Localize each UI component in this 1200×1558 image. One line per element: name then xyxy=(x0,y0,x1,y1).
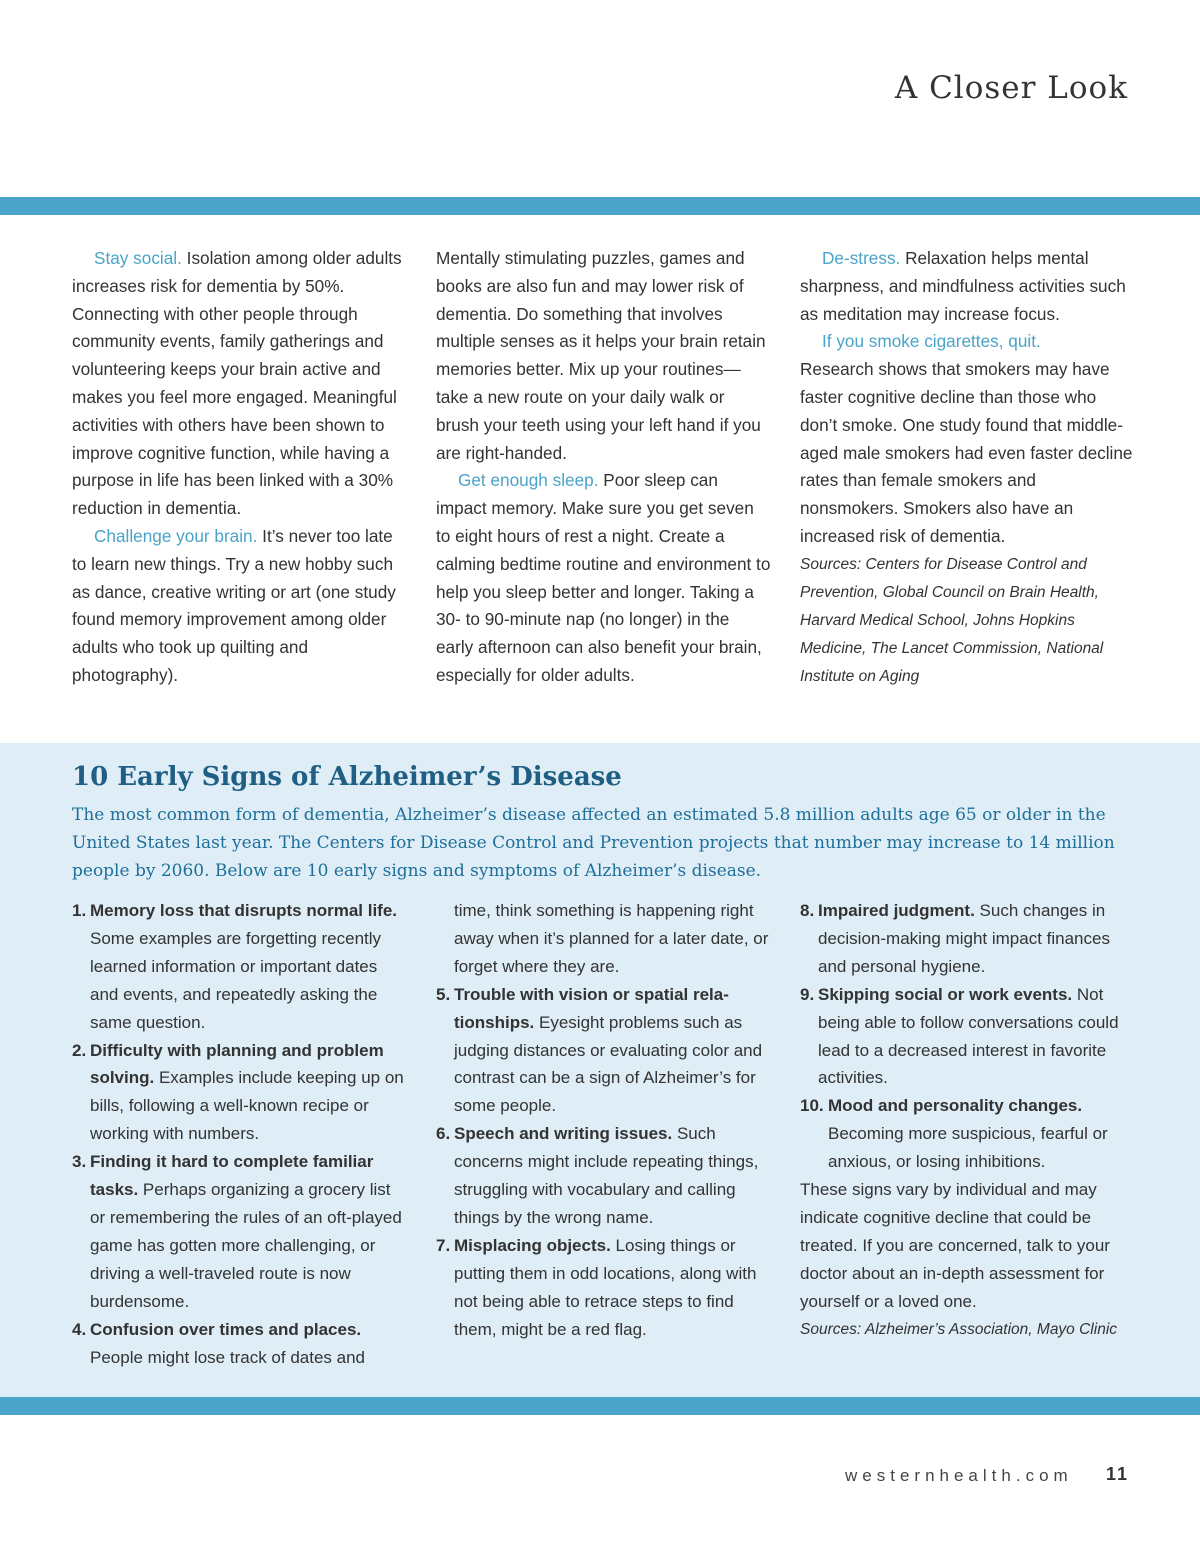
tips-column-1 xyxy=(72,245,402,690)
sign-item-10 xyxy=(800,1092,1135,1176)
sign-item-2 xyxy=(72,1037,407,1149)
sign-body: Some examples are forgetting recently learned information or important dates and events, and repeatedly asking the same question. xyxy=(90,928,382,1032)
sign-heading: Impaired judgment. xyxy=(818,901,975,920)
sign-item-7 xyxy=(436,1232,771,1344)
sign-heading: Confusion over times and places. xyxy=(90,1319,362,1339)
sign-heading: Difficulty with planning and problem solving. xyxy=(90,1040,384,1088)
tip-body: Isolation among older adults increases risk for dementia by 50%. Connecting with other people through community events, family gatherings and volunteering keeps your brain active and makes you feel more engaged. Meaningful activities with others have been shown to improve cognitive function, while having a purpose in life has been linked with a 30% reduction in dementia. xyxy=(72,248,402,519)
tip-smoke-heading: If you smoke cigarettes, quit. xyxy=(822,331,1041,352)
sign-number: 2. xyxy=(72,1040,87,1060)
sign-body: Eyesight problems such as judging distances or evaluating color and contrast can be a sign of Alzheimer’s for some people. xyxy=(454,1012,763,1116)
sign-number: 5. xyxy=(436,984,451,1004)
sign-number: 4. xyxy=(72,1319,87,1339)
sign-body: Such changes in decision-making might impact finances and personal hygiene. xyxy=(818,901,1110,976)
sign-heading: Trouble with vision or spatial rela-tionships. xyxy=(454,984,729,1032)
sign-item-5 xyxy=(436,981,771,1121)
signs-column-1 xyxy=(72,897,407,1371)
sign-heading: Misplacing objects. xyxy=(454,1235,611,1255)
sign-item-4-continued: time, think something is happening right away when it’s planned for a later date, or forget where they are. xyxy=(454,901,769,976)
tip-heading: Stay social. xyxy=(94,248,182,268)
sign-number: 8. xyxy=(800,901,815,920)
sign-number: 10. xyxy=(800,1096,824,1116)
sign-body: Not being able to follow conversations could lead to a decreased interest in favorite activities. xyxy=(818,984,1119,1088)
sign-number: 3. xyxy=(72,1152,87,1172)
top-divider-bar xyxy=(0,197,1200,215)
sign-body: Examples include keeping up on bills, following a well-known recipe or working with numbers. xyxy=(90,1068,404,1144)
sign-heading: Mood and personality changes. xyxy=(828,1096,1083,1116)
tip-heading: De-stress. xyxy=(822,248,901,268)
sign-item-9 xyxy=(800,981,1135,1093)
tip-stay-social xyxy=(72,245,402,523)
sign-item-1 xyxy=(72,897,407,1037)
tip-challenge-brain xyxy=(72,523,402,690)
sign-number: 9. xyxy=(800,984,815,1004)
tip-body: It’s never too late to learn new things. Try a new hobby such as dance, creative writing or art (one study found memory improvement among older adults who took up quilting and photography). xyxy=(72,525,396,685)
tip-sleep xyxy=(436,467,771,689)
tip-challenge-continued: Mentally stimulating puzzles, games and books are also fun and may lower risk of dementia. Do something that involves multiple senses as it helps your brain retain memories better. Mix up your routines—take a new route on your daily walk or brush your teeth using your left hand if you are right-handed. xyxy=(436,248,766,463)
signs-sources: Sources: Alzheimer’s Association, Mayo Clinic xyxy=(800,1320,1118,1338)
tips-sources: Sources: Centers for Disease Control and Prevention, Global Council on Brain Health, Harvard Medical School, Johns Hopkins Medicine, The Lancet Commission, National Institute on Aging xyxy=(800,555,1104,685)
sign-heading: Speech and writing issues. xyxy=(454,1124,673,1144)
sign-heading: Skipping social or work events. xyxy=(818,984,1073,1004)
signs-column-2 xyxy=(436,897,771,1344)
sign-body: Such concerns might include repeating things, struggling with vocabulary and calling things by the wrong name. xyxy=(454,1124,759,1227)
section-title: A Closer Look xyxy=(894,70,1128,106)
alzheimers-panel-intro: The most common form of dementia, Alzheimer’s disease affected an estimated 5.8 million adults age 65 or older in the United States last year. The Centers for Disease Control and Prevention projects that number may increase to 14 million people by 2060. Below are 10 early signs and symptoms of Alzheimer’s disease. xyxy=(72,805,1115,881)
sign-body: Losing things or putting them in odd locations, along with not being able to retrace steps to find them, might be a red flag. xyxy=(454,1235,757,1339)
tip-smoke-body: Research shows that smokers may have faster cognitive decline than those who don’t smoke. One study found that middle-aged male smokers had even faster decline rates than female smokers and nonsmokers. Smokers also have an increased risk of dementia. xyxy=(800,359,1133,546)
sign-number: 7. xyxy=(436,1235,451,1255)
page-number: 11 xyxy=(1106,1464,1130,1484)
footer-website: westernhealth.com xyxy=(845,1466,1073,1485)
tip-body: Relaxation helps mental sharpness, and mindfulness activities such as meditation may increase focus. xyxy=(800,248,1126,324)
tips-column-2 xyxy=(436,245,771,690)
signs-column-3 xyxy=(800,897,1135,1344)
sign-item-6 xyxy=(436,1120,771,1232)
sign-number: 6. xyxy=(436,1124,451,1144)
alzheimers-panel-title: 10 Early Signs of Alzheimer’s Disease xyxy=(72,762,622,792)
sign-heading: Memory loss that disrupts normal life. xyxy=(90,901,398,920)
tip-heading: Challenge your brain. xyxy=(94,525,258,546)
bottom-divider-bar xyxy=(0,1397,1200,1415)
signs-closing: These signs vary by individual and may indicate cognitive decline that could be treated. If you are concerned, talk to your doctor about an in-depth assessment for yourself or a loved one. xyxy=(800,1180,1110,1311)
sign-body: People might lose track of dates and xyxy=(90,1347,365,1367)
sign-body: Perhaps organizing a grocery list or remembering the rules of an oft-played game has gotten more challenging, or driving a well-traveled route is now burdensome. xyxy=(90,1180,402,1311)
tip-body: Poor sleep can impact memory. Make sure you get seven to eight hours of rest a night. Create a calming bedtime routine and environment to help you sleep better and longer. Taking a 30- to 90-minute nap (no longer) in the early afternoon can also benefit your brain, especially for older adults. xyxy=(436,470,771,685)
tip-heading: Get enough sleep. xyxy=(458,470,599,491)
tips-column-3 xyxy=(800,245,1135,691)
sign-heading: Finding it hard to complete familiar tasks. xyxy=(90,1152,374,1200)
sign-item-8 xyxy=(800,897,1135,981)
sign-number: 1. xyxy=(72,901,87,920)
sign-item-4 xyxy=(72,1316,407,1372)
sign-item-3 xyxy=(72,1148,407,1315)
tip-destress xyxy=(800,245,1135,328)
sign-body: Becoming more suspicious, fearful or anxious, or losing inhibitions. xyxy=(828,1124,1108,1172)
